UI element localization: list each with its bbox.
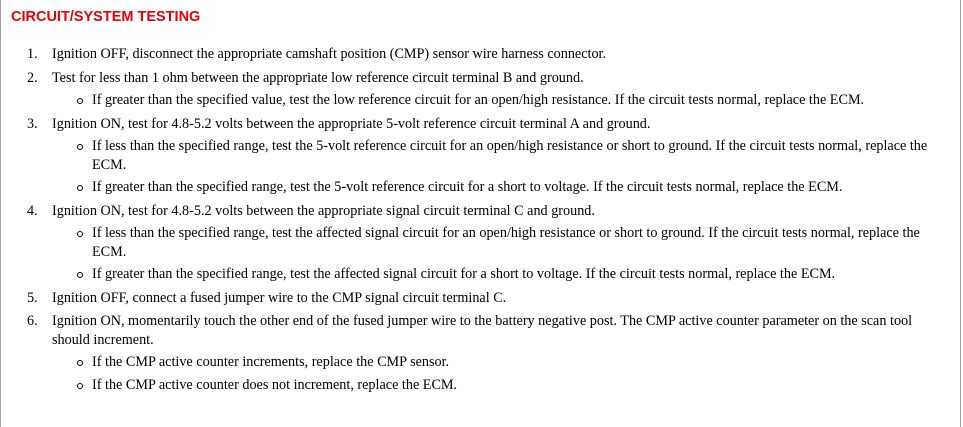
step-item bbox=[1, 289, 962, 308]
step-number: 2. bbox=[27, 69, 38, 86]
sub-step-item bbox=[52, 376, 948, 395]
sub-step-text: If greater than the specified value, test the low reference circuit for an open/high resistance. If the circuit tests normal, replace the ECM. bbox=[92, 92, 865, 108]
hollow-bullet-icon bbox=[77, 272, 83, 278]
step-item bbox=[1, 45, 962, 64]
hollow-bullet-icon bbox=[77, 185, 83, 191]
sub-step-text: If the CMP active counter increments, replace the CMP sensor. bbox=[92, 354, 450, 370]
sub-step-text: If greater than the specified range, test the affected signal circuit for a short to voltage. If the circuit tests normal, replace the ECM. bbox=[92, 266, 836, 282]
step-text: Ignition ON, test for 4.8-5.2 volts between the appropriate 5-volt reference circuit terminal A and ground. bbox=[52, 115, 651, 132]
hollow-bullet-icon bbox=[77, 144, 83, 150]
step-text: Ignition ON, momentarily touch the other end of the fused jumper wire to the battery negative post. The CMP active counter parameter on the scan tool should increment. bbox=[52, 313, 913, 348]
step-number: 5. bbox=[27, 289, 38, 306]
step-number: 4. bbox=[27, 202, 38, 219]
sub-steps-list bbox=[52, 224, 948, 284]
hollow-bullet-icon bbox=[77, 360, 83, 366]
sub-steps-list bbox=[52, 137, 948, 197]
step-item bbox=[1, 115, 962, 197]
sub-step-text: If less than the specified range, test the affected signal circuit for an open/high resistance or short to ground. If the circuit tests normal, replace the ECM. bbox=[92, 225, 920, 260]
sub-step-item bbox=[52, 137, 948, 174]
sub-steps-list bbox=[52, 91, 948, 110]
hollow-bullet-icon bbox=[77, 231, 83, 237]
step-item bbox=[1, 202, 962, 284]
step-item bbox=[1, 69, 962, 110]
hollow-bullet-icon bbox=[77, 98, 83, 104]
sub-step-text: If greater than the specified range, test the 5-volt reference circuit for a short to voltage. If the circuit tests normal, replace the ECM. bbox=[92, 179, 843, 195]
sub-step-item bbox=[52, 91, 948, 110]
section-heading: CIRCUIT/SYSTEM TESTING bbox=[11, 9, 201, 25]
step-text: Ignition ON, test for 4.8-5.2 volts between the appropriate signal circuit terminal C and ground. bbox=[52, 202, 595, 219]
step-item bbox=[1, 312, 962, 394]
sub-step-item bbox=[52, 265, 948, 284]
sub-steps-list bbox=[52, 353, 948, 394]
step-number: 3. bbox=[27, 115, 38, 132]
sub-step-text: If the CMP active counter does not increment, replace the ECM. bbox=[92, 376, 458, 393]
step-number: 6. bbox=[27, 313, 38, 329]
hollow-bullet-icon bbox=[77, 383, 83, 389]
step-text: Ignition OFF, connect a fused jumper wire to the CMP signal circuit terminal C. bbox=[52, 289, 507, 306]
sub-step-item bbox=[52, 224, 948, 261]
sub-step-item bbox=[52, 353, 948, 372]
step-text: Test for less than 1 ohm between the appropriate low reference circuit terminal B and ground. bbox=[52, 69, 584, 86]
sub-step-text: If less than the specified range, test the 5-volt reference circuit for an open/high resistance or short to ground. If the circuit tests normal, replace the ECM. bbox=[92, 138, 928, 173]
sub-step-item bbox=[52, 178, 948, 197]
test-steps-list bbox=[1, 45, 962, 399]
step-text: Ignition OFF, disconnect the appropriate camshaft position (CMP) sensor wire harness connector. bbox=[52, 46, 607, 62]
step-number: 1. bbox=[27, 46, 38, 62]
